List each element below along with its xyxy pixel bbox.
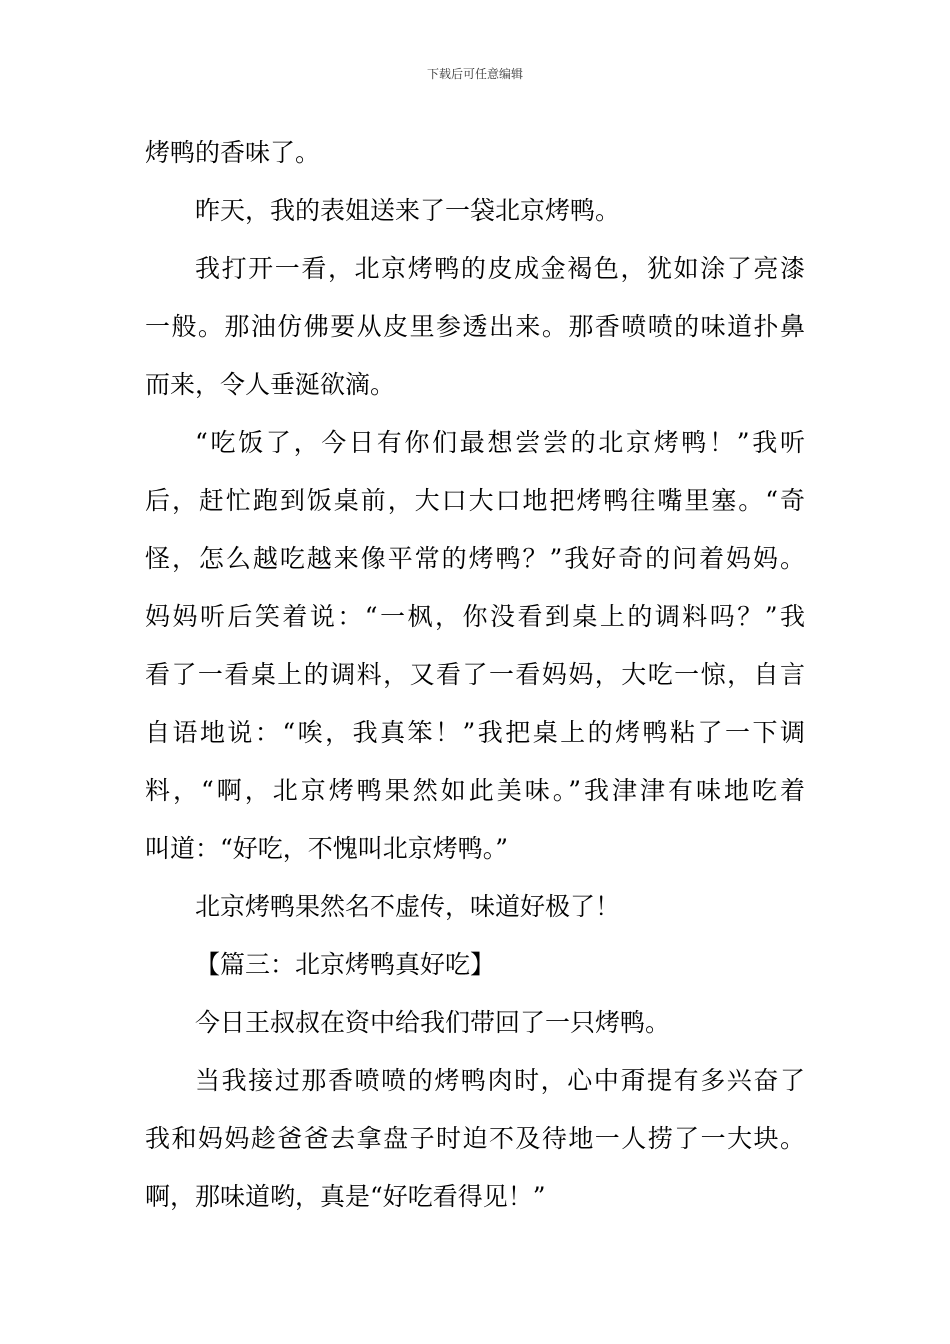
text-line: 怪，怎么越吃越来像平常的烤鸭？”我好奇的问着妈妈。 — [145, 544, 805, 573]
text-line: 妈妈听后笑着说：“一枫，你没看到桌上的调料吗？”我 — [145, 602, 805, 631]
text-line: 料，“啊，北京烤鸭果然如此美味。”我津津有味地吃着 — [145, 776, 805, 805]
text-line: 自语地说：“唉，我真笨！”我把桌上的烤鸭粘了一下调 — [145, 718, 805, 747]
text-line: 烤鸭的香味了。 — [145, 138, 321, 167]
page-header: 下载后可任意编辑 — [426, 67, 523, 81]
text-line: 当我接过那香喷喷的烤鸭肉时，心中甭提有多兴奋了 — [195, 1066, 805, 1095]
text-line: 看了一看桌上的调料，又看了一看妈妈，大吃一惊，自言 — [145, 660, 805, 689]
text-line: “吃饭了，今日有你们最想尝尝的北京烤鸭！”我听 — [195, 428, 805, 457]
text-line: 啊，那味道哟，真是“好吃看得见！” — [145, 1182, 546, 1211]
text-line: 叫道：“好吃，不愧叫北京烤鸭。” — [145, 834, 509, 863]
text-line: 北京烤鸭果然名不虚传，味道好极了！ — [195, 892, 621, 921]
text-line: 我打开一看，北京烤鸭的皮成金褐色，犹如涂了亮漆 — [195, 254, 805, 283]
text-line: 而来，令人垂涎欲滴。 — [145, 370, 396, 399]
section-heading: 【篇三：北京烤鸭真好吃】 — [195, 950, 496, 979]
text-line: 昨天，我的表姐送来了一袋北京烤鸭。 — [195, 196, 621, 225]
text-line: 一般。那油仿佛要从皮里参透出来。那香喷喷的味道扑鼻 — [145, 312, 805, 341]
text-line: 后，赶忙跑到饭桌前，大口大口地把烤鸭往嘴里塞。“奇 — [145, 486, 805, 515]
text-line: 今日王叔叔在资中给我们带回了一只烤鸭。 — [195, 1008, 671, 1037]
text-line: 我和妈妈趁爸爸去拿盘子时迫不及待地一人捞了一大块。 — [145, 1124, 805, 1153]
